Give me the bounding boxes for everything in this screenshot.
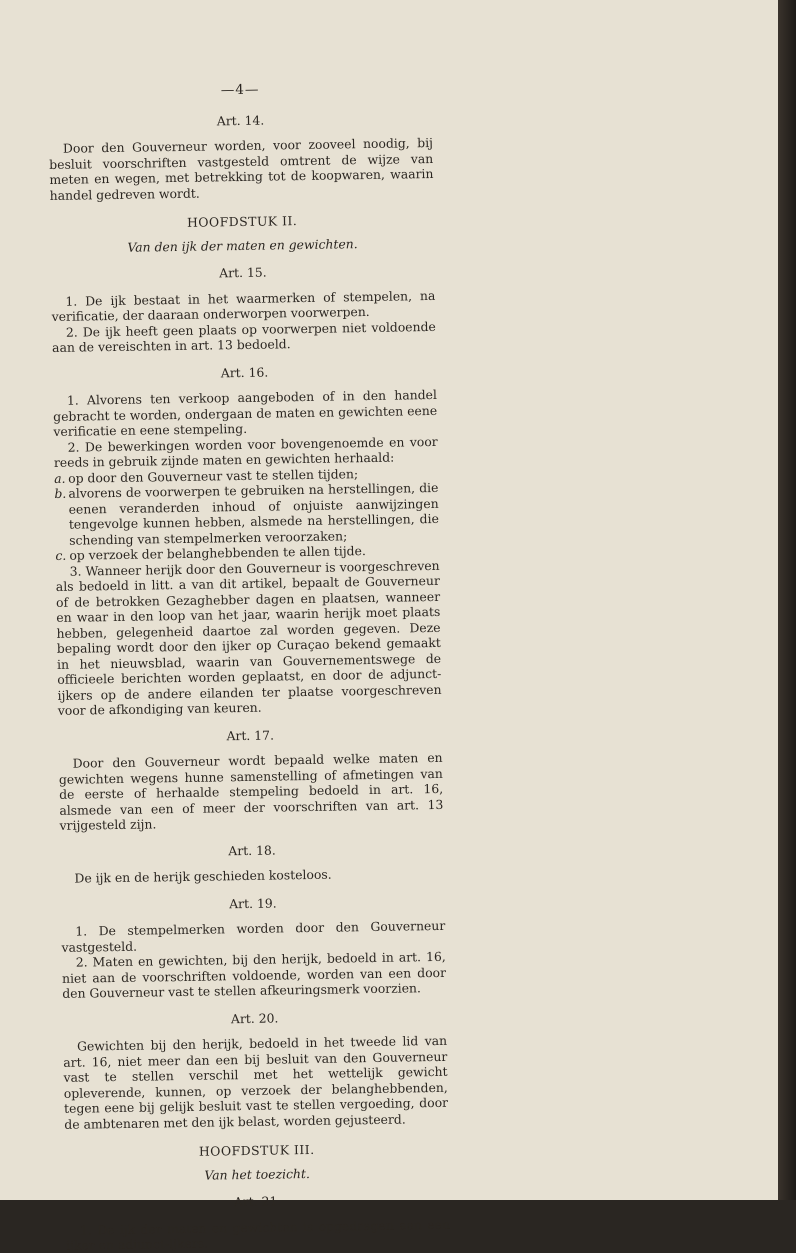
article-text: Door den Gouverneur worden, voor zooveel noodig, bij besluit voorschriften vastgesteld omtrent de wijze van meten en wegen, met betrekking tot de koopwaren, waarin handel gedreven wordt. (49, 134, 434, 203)
article-heading: Art. 16. (220, 364, 269, 380)
article-paragraph: 2. De bewerkingen worden voor bovengenoemde en voor reeds in gebruik zijnde maten en gewichten herhaald: (53, 433, 438, 470)
article-heading: Art. 18. (228, 842, 276, 858)
list-item-letter: c. (55, 547, 67, 563)
chapter-subtitle: Van het toezicht. (204, 1165, 310, 1183)
book-edge (778, 0, 796, 1200)
list-item (54, 480, 439, 548)
list-item-letter: b. (54, 485, 67, 501)
article-text: Gewichten bij den herijk, bedoeld in het tweede lid van art. 16, niet meer dan een bij besluit van den Gouverneur vast te stellen verschil met het wettelijk gewicht opleverende, kunnen, op verzoek der belanghebbenden, tegen eene bij gelijk besluit vast te stellen vergoeding, door de ambtenaren met den ijk belast, worden gejusteerd. (63, 1032, 449, 1132)
article-paragraph: 3. Wanneer herijk door den Gouverneur is voorgeschreven als bedoeld in litt. a van dit artikel, bepaalt de Gouverneur of de betrokken Gezaghebber dagen en plaatsen, wanneer en waar in den loop van het jaar, waarin herijk moet plaats hebben, gelegenheid daartoe zal worden gegeven. Deze bepaling wordt door den ijker op Curaçao bekend gemaakt in het nieuwsblad, waarin van Gouvernementswege de officieele berichten worden geplaatst, en door de adjunct-ijkers op de andere eilanden ter plaatse voorgeschreven voor de afkondiging van keuren. (55, 557, 442, 718)
article-heading: Art. 19. (229, 895, 277, 911)
article-paragraph: 2. Maten en gewichten, bij den herijk, bedoeld in art. 16, niet aan de voorschriften voldoende, worden van een door den Gouverneur vast te stellen afkeuringsmerk voorzien. (61, 948, 447, 1001)
article-paragraph: 1. Alvorens ten verkoop aangeboden of in den handel gebracht te worden, ondergaan de maten en gewichten eene verificatie en eene stempeling. (53, 386, 438, 439)
chapter-heading: HOOFDSTUK III. (198, 1141, 315, 1159)
article-heading: Art. 21. (233, 1193, 282, 1210)
article-heading: Art. 15. (219, 264, 267, 281)
list-item-text: op verzoek der belanghebbenden te allen tijde. (69, 543, 366, 563)
page-number: —4— (220, 81, 260, 99)
article-paragraph: 1. De ijk bestaat in het waarmerken of stempelen, na verificatie, der daaraan onderworpen voorwerpen. (51, 287, 436, 324)
list-item-text: alvorens de voorwerpen te gebruiken na herstellingen, die eenen veranderden inhoud of onjuiste aanwijzingen tengevolge kunnen hebben, alsmede na herstellingen, die schending van stempelmerken veroorzaken; (68, 479, 439, 548)
article-heading: Art. 14. (216, 112, 265, 128)
text-column (48, 80, 450, 1253)
article-paragraph: 1. De stempelmerken worden door den Gouverneur vastgesteld. (61, 917, 446, 955)
article-heading: Art. 17. (226, 727, 275, 743)
article-heading: Art. 20. (230, 1009, 279, 1026)
article-text: De ijk en de herijk geschieden kosteloos. (74, 866, 332, 886)
article-paragraph: 2. De ijk heeft geen plaats op voorwerpen niet voldoende aan de vereischten in art. 13 bedoeld. (51, 318, 436, 355)
article-text: Door den Gouverneur wordt bepaald welke maten en gewichten wegens hunne samenstelling of afmetingen van de eerste of herhaalde stempeling bedoeld in art. 16, alsmede van een of meer der voorschriften van art. 13 vrijgesteld zijn. (58, 749, 444, 833)
list-item-letter: a. (54, 470, 66, 486)
article-paragraph: 1. De ijk der maten en gewichten is opgedragen aan een ijker en adjunct-ijkers. (66, 1216, 451, 1253)
list-item-text: op door den Gouverneur vast te stellen tijden; (68, 465, 359, 486)
chapter-heading: HOOFDSTUK II. (186, 213, 298, 230)
chapter-subtitle: Van den ijk der maten en gewichten. (127, 235, 358, 255)
